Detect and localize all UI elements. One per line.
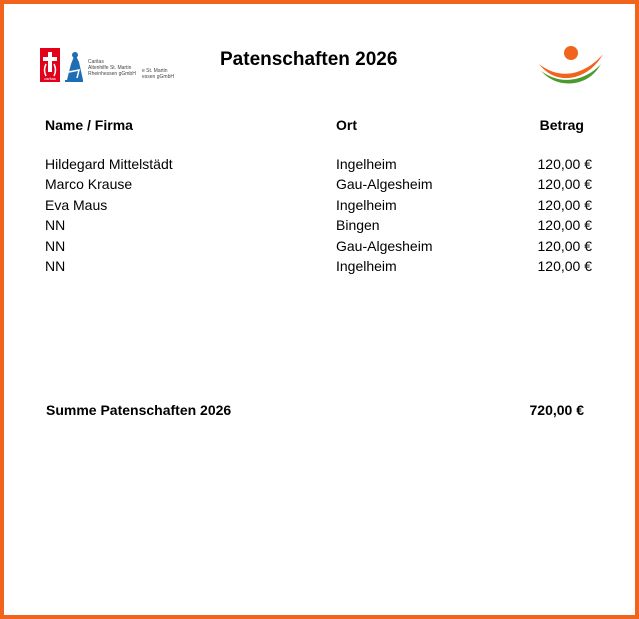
- sponsorship-table: [4, 156, 639, 278]
- total-label: Summe Patenschaften 2026: [46, 402, 232, 418]
- cell-betrag: 120,00 €: [537, 237, 592, 254]
- cell-ort: Gau-Algesheim: [336, 237, 433, 254]
- svg-text:caritas: caritas: [44, 76, 56, 81]
- page-title: Patenschaften 2026: [220, 49, 398, 70]
- table-row: [4, 217, 639, 237]
- cell-ort: Ingelheim: [336, 196, 397, 213]
- caritas-badge-icon: [40, 48, 60, 82]
- cell-ort: Ingelheim: [336, 156, 397, 172]
- column-header-name: Name / Firma: [45, 117, 133, 133]
- cell-name: Eva Maus: [45, 196, 108, 213]
- table-row: [4, 197, 639, 217]
- column-header-betrag: Betrag: [539, 117, 584, 133]
- cell-name: NN: [45, 257, 66, 274]
- caritas-logo-text-2: e St. Martin essen gGmbH: [142, 68, 174, 80]
- cell-ort: Ingelheim: [336, 257, 397, 274]
- table-row: [4, 238, 639, 258]
- cell-betrag: 120,00 €: [537, 156, 592, 172]
- cell-name: Marco Krause: [45, 176, 133, 193]
- st-martin-figure-icon: [63, 50, 85, 84]
- cell-betrag: 120,00 €: [537, 176, 592, 193]
- cell-ort: Gau-Algesheim: [336, 176, 433, 193]
- orange-green-figure-logo-icon: [537, 44, 607, 86]
- cell-ort: Bingen: [336, 217, 380, 234]
- column-header-ort: Ort: [336, 117, 357, 133]
- table-row: [4, 156, 639, 176]
- caritas-logo: [40, 48, 190, 88]
- table-row: [4, 176, 639, 196]
- cell-betrag: 120,00 €: [537, 257, 592, 274]
- cell-betrag: 120,00 €: [537, 196, 592, 213]
- total-value: 720,00 €: [529, 402, 584, 418]
- caritas-logo-text: Caritas Altenhilfe St. Martin Rheinhessen gGmbH: [88, 59, 136, 77]
- cell-name: Hildegard Mittelstädt: [45, 156, 173, 172]
- cell-name: NN: [45, 217, 66, 234]
- cell-betrag: 120,00 €: [537, 217, 592, 234]
- table-row: [4, 258, 639, 278]
- cell-name: NN: [45, 237, 66, 254]
